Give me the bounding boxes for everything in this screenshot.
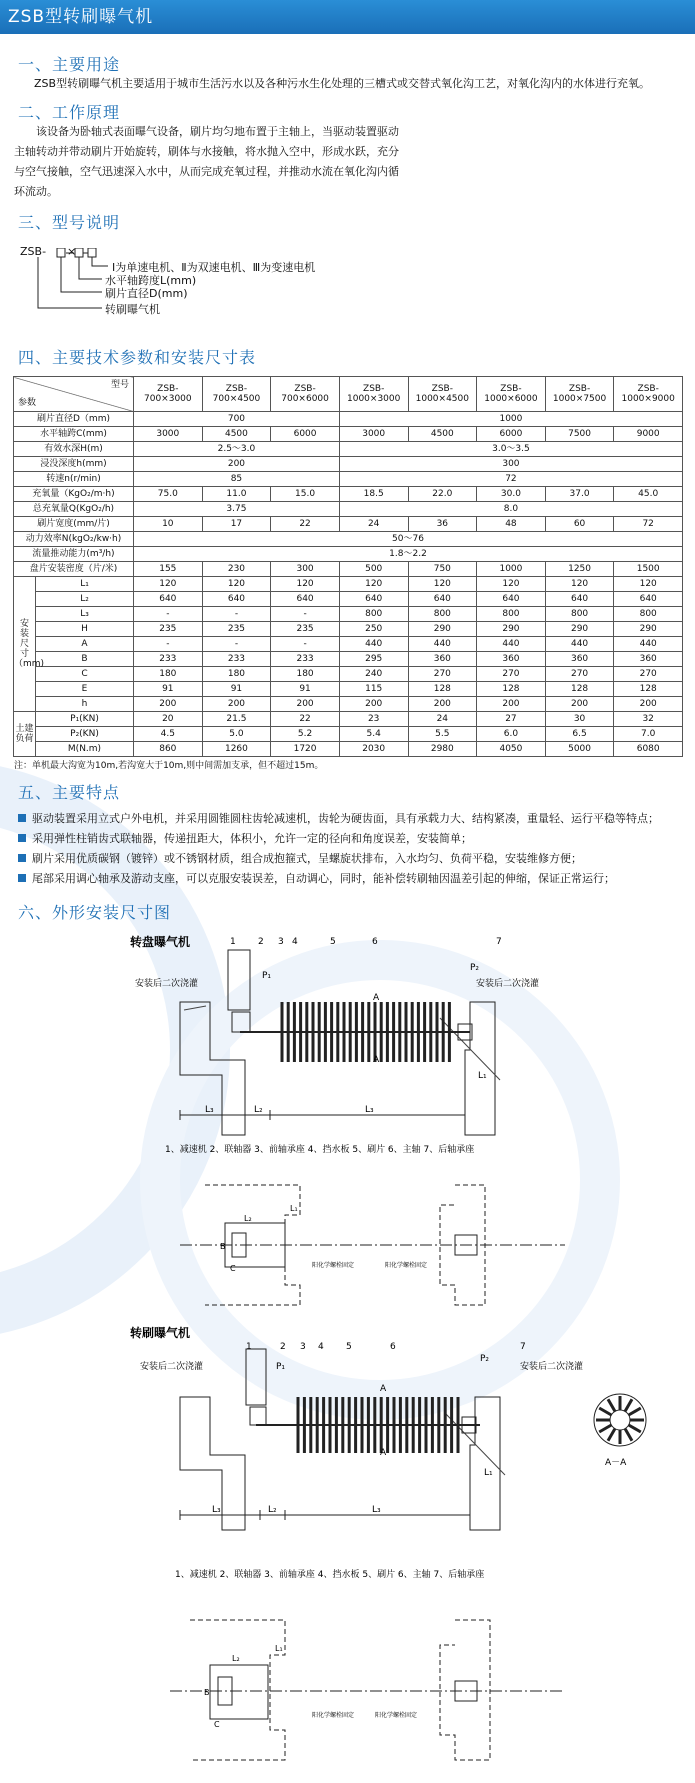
section-spoke xyxy=(599,1408,611,1415)
section-spoke xyxy=(608,1399,615,1411)
plan-dim-c: C xyxy=(230,1264,236,1273)
table-cell: 120 xyxy=(408,577,477,592)
table-cell: 3000 xyxy=(339,427,408,442)
table-cell: 440 xyxy=(339,637,408,652)
part-number: 2 xyxy=(280,1342,286,1352)
table-cell: 24 xyxy=(339,517,408,532)
table-cell: 21.5 xyxy=(202,712,271,727)
table-cell: 800 xyxy=(477,607,546,622)
table-cell: 6080 xyxy=(614,742,683,757)
table-row xyxy=(14,427,683,442)
part-number: 1 xyxy=(246,1342,252,1352)
table-cell: 6000 xyxy=(477,427,546,442)
table-cell: 233 xyxy=(271,652,340,667)
plan-note: 阳化学螺栓固定 xyxy=(312,1712,355,1719)
table-cell: 290 xyxy=(614,622,683,637)
part-number: 6 xyxy=(372,937,378,947)
table-cell: 2.5～3.0 xyxy=(134,442,340,457)
table-cell: 22 xyxy=(271,517,340,532)
part-number: 4 xyxy=(292,937,298,947)
table-cell: 24 xyxy=(408,712,477,727)
table-cell: 233 xyxy=(134,652,203,667)
table-row xyxy=(14,532,683,547)
table-cell: 360 xyxy=(408,652,477,667)
table-cell: 700 xyxy=(134,412,340,427)
table-cell: 1250 xyxy=(545,562,614,577)
table-cell: 290 xyxy=(545,622,614,637)
table-cell: 640 xyxy=(202,592,271,607)
table-group-install: 安 装 尺 寸 （mm) xyxy=(14,577,36,712)
section-aa-label: A－A xyxy=(605,1458,627,1468)
table-cell: 2030 xyxy=(339,742,408,757)
table-cell: 270 xyxy=(614,667,683,682)
table-cell: 640 xyxy=(134,592,203,607)
table-cell: 23 xyxy=(339,712,408,727)
table-cell: 360 xyxy=(545,652,614,667)
plan-note: 阳化学螺栓固定 xyxy=(375,1712,418,1719)
table-cell: 235 xyxy=(202,622,271,637)
table-row xyxy=(14,742,683,757)
table-row-label: 盘片安装密度（片/米) xyxy=(14,562,134,577)
grout-label: 安装后二次浇灌 xyxy=(140,1362,204,1372)
table-row-label: L₃ xyxy=(36,607,134,622)
table-cell: 233 xyxy=(202,652,271,667)
table-cell: 17 xyxy=(202,517,271,532)
table-row-label: 有效水深H(m) xyxy=(14,442,134,457)
table-cell: 1500 xyxy=(614,562,683,577)
table-cell: 128 xyxy=(545,682,614,697)
table-cell: 22 xyxy=(271,712,340,727)
section-spoke xyxy=(629,1425,641,1432)
part-number: 6 xyxy=(390,1342,396,1352)
section-spoke xyxy=(608,1429,615,1441)
plan-dim-l1: L₁ xyxy=(275,1644,283,1653)
table-cell: 640 xyxy=(339,592,408,607)
table-corner-cell xyxy=(14,377,134,412)
table-cell: 200 xyxy=(202,697,271,712)
table-cell: 440 xyxy=(408,637,477,652)
table-cell: - xyxy=(202,607,271,622)
section-heading-principle: 二、工作原理 xyxy=(18,103,121,122)
table-cell: 640 xyxy=(614,592,683,607)
table-cell: 5000 xyxy=(545,742,614,757)
table-row-label: C xyxy=(36,667,134,682)
table-cell: 200 xyxy=(134,457,340,472)
table-cell: 7.0 xyxy=(614,727,683,742)
table-cell: 6.5 xyxy=(545,727,614,742)
table-cell: 3.75 xyxy=(134,502,340,517)
table-cell: 120 xyxy=(134,577,203,592)
principle-text xyxy=(14,122,399,202)
table-cell: 36 xyxy=(408,517,477,532)
table-note: 注：单机最大沟宽为10m,若沟宽大于10m,则中间需加支承，但不超过15m。 xyxy=(14,761,324,771)
table-cell: 235 xyxy=(134,622,203,637)
table-cell: 270 xyxy=(408,667,477,682)
table-cell: 360 xyxy=(614,652,683,667)
table-cell: 5.2 xyxy=(271,727,340,742)
table-cell: 3000 xyxy=(134,427,203,442)
page-header-bar xyxy=(0,0,695,34)
table-cell: 800 xyxy=(614,607,683,622)
grout-label: 安装后二次浇灌 xyxy=(520,1362,584,1372)
part-number: 5 xyxy=(346,1342,352,1352)
table-cell: - xyxy=(271,637,340,652)
table-cell: 295 xyxy=(339,652,408,667)
drawing-brush-plan-view xyxy=(0,1595,695,1775)
table-cell: 440 xyxy=(545,637,614,652)
table-cell: 300 xyxy=(271,562,340,577)
table-cell: 640 xyxy=(545,592,614,607)
table-header-model: ZSB- 1000×9000 xyxy=(614,377,683,412)
table-cell: 15.0 xyxy=(271,487,340,502)
table-cell: 290 xyxy=(408,622,477,637)
table-cell: - xyxy=(134,637,203,652)
table-cell: 48 xyxy=(477,517,546,532)
table-cell: 91 xyxy=(202,682,271,697)
table-cell: 128 xyxy=(408,682,477,697)
principle-line: 该设备为卧轴式表面曝气设备，刷片均匀地布置于主轴上，当驱动装置驱动 xyxy=(36,125,399,138)
table-cell: 7500 xyxy=(545,427,614,442)
drawing-brush-aerator xyxy=(0,1325,695,1583)
plan-dim-l2: L₂ xyxy=(232,1654,240,1663)
table-cell: 440 xyxy=(477,637,546,652)
section-heading-usage: 一、主要用途 xyxy=(18,55,121,74)
table-cell: 120 xyxy=(202,577,271,592)
section-aa-spokes xyxy=(596,1396,644,1444)
table-cell: - xyxy=(271,607,340,622)
label-section-a: A xyxy=(373,993,380,1003)
dim-l3-left: L₃ xyxy=(205,1105,214,1115)
table-cell: 200 xyxy=(614,697,683,712)
usage-text: ZSB型转刷曝气机主要适用于城市生活污水以及各种污水生化处理的三槽式或交替式氧化沟工艺，对氧化沟内的水体进行充氧。 xyxy=(34,77,651,90)
table-cell: 800 xyxy=(408,607,477,622)
model-code-prefix: ZSB- xyxy=(20,245,47,258)
table-cell: 4050 xyxy=(477,742,546,757)
table-cell: 120 xyxy=(271,577,340,592)
table-cell: 250 xyxy=(339,622,408,637)
label-p1: P₁ xyxy=(262,971,272,981)
table-cell: 5.4 xyxy=(339,727,408,742)
table-cell: 1260 xyxy=(202,742,271,757)
section-spoke xyxy=(625,1399,632,1411)
table-cell: 9000 xyxy=(614,427,683,442)
feature-item: 尾部采用调心轴承及游动支座，可以克服安装误差，自动调心，同时，能补偿转刷轴因温差引起的伸缩，保证正常运行； xyxy=(18,872,615,886)
table-cell: 11.0 xyxy=(202,487,271,502)
table-cell: 4.5 xyxy=(134,727,203,742)
table-cell: 50～76 xyxy=(134,532,683,547)
model-code-diagram xyxy=(20,245,360,320)
table-cell: 85 xyxy=(134,472,340,487)
drawing-disc-aerator xyxy=(0,930,695,1158)
table-cell: 180 xyxy=(202,667,271,682)
table-cell: 4500 xyxy=(202,427,271,442)
plan-dim-c: C xyxy=(214,1720,220,1729)
grout-label: 安装后二次浇灌 xyxy=(135,979,199,989)
drawing-title: 转刷曝气机 xyxy=(130,1326,191,1340)
table-row-label: E xyxy=(36,682,134,697)
dim-l1: L₁ xyxy=(478,1071,487,1081)
drawing-title: 转盘曝气机 xyxy=(130,935,191,949)
table-cell: - xyxy=(202,637,271,652)
table-cell: 180 xyxy=(271,667,340,682)
table-cell: 360 xyxy=(477,652,546,667)
label-p2: P₂ xyxy=(480,1354,490,1364)
dim-l3-left: L₃ xyxy=(212,1505,221,1515)
table-cell: 750 xyxy=(408,562,477,577)
table-row xyxy=(14,517,683,532)
table-row xyxy=(14,682,683,697)
table-cell: 6.0 xyxy=(477,727,546,742)
label-section-a: A xyxy=(373,1055,380,1065)
table-cell: 1.8～2.2 xyxy=(134,547,683,562)
table-cell: 115 xyxy=(339,682,408,697)
table-cell: 60 xyxy=(545,517,614,532)
table-row xyxy=(14,622,683,637)
table-cell: 300 xyxy=(339,457,682,472)
table-cell: 270 xyxy=(477,667,546,682)
section-heading-drawings: 六、外形安装尺寸图 xyxy=(18,903,172,922)
table-cell: 10 xyxy=(134,517,203,532)
principle-line: 与空气接触，空气迅速深入水中，从而完成充氧过程，并推动水流在氧化沟内循 xyxy=(14,165,399,178)
table-row xyxy=(14,652,683,667)
table-row-label: A xyxy=(36,637,134,652)
table-cell: 30.0 xyxy=(477,487,546,502)
drawing-disc-plan-view xyxy=(0,1165,695,1315)
table-row-label: P₁(KN) xyxy=(36,712,134,727)
table-row xyxy=(14,457,683,472)
table-cell: 91 xyxy=(271,682,340,697)
table-row xyxy=(14,562,683,577)
bullet-square-icon xyxy=(18,854,26,862)
part-number: 2 xyxy=(258,937,264,947)
table-row xyxy=(14,727,683,742)
table-cell: 155 xyxy=(134,562,203,577)
table-header-model: ZSB- 700×3000 xyxy=(134,377,203,412)
table-cell: 6000 xyxy=(271,427,340,442)
table-header-model: ZSB- 700×4500 xyxy=(202,377,271,412)
table-row-label: H xyxy=(36,622,134,637)
label-section-a: A xyxy=(380,1448,387,1458)
part-number: 7 xyxy=(520,1342,526,1352)
table-row-label: 刷片直径D（mm) xyxy=(14,412,134,427)
table-row-label: 浸没深度h(mm) xyxy=(14,457,134,472)
table-cell: 230 xyxy=(202,562,271,577)
table-cell: 800 xyxy=(339,607,408,622)
bullet-square-icon xyxy=(18,834,26,842)
table-cell: 640 xyxy=(408,592,477,607)
table-row xyxy=(14,667,683,682)
table-header-model: ZSB- 1000×3000 xyxy=(339,377,408,412)
table-cell: 860 xyxy=(134,742,203,757)
table-row xyxy=(14,592,683,607)
table-header-model: ZSB- 1000×4500 xyxy=(408,377,477,412)
table-cell: 200 xyxy=(134,697,203,712)
table-row-label: 转速n(r/min) xyxy=(14,472,134,487)
part-number: 3 xyxy=(278,937,284,947)
model-label-span: 水平轴跨度L(mm) xyxy=(105,274,197,287)
table-row xyxy=(14,412,683,427)
table-row-label: 充氧量（KgO₂/m·h) xyxy=(14,487,134,502)
table-cell: 120 xyxy=(477,577,546,592)
table-cell: 8.0 xyxy=(339,502,682,517)
table-cell: 91 xyxy=(134,682,203,697)
section-heading-model: 三、型号说明 xyxy=(18,213,121,232)
model-label-diameter: 刷片直径D(mm) xyxy=(105,287,188,300)
plan-note: 阳化学螺栓固定 xyxy=(385,1262,428,1269)
table-cell: 5.0 xyxy=(202,727,271,742)
table-header-model: ZSB- 700×6000 xyxy=(271,377,340,412)
table-cell: 72 xyxy=(339,472,682,487)
table-cell: 640 xyxy=(477,592,546,607)
part-number: 3 xyxy=(300,1342,306,1352)
table-cell: 270 xyxy=(545,667,614,682)
table-cell: 1000 xyxy=(339,412,682,427)
plan-dim-l1: L₁ xyxy=(290,1204,298,1213)
page-title: ZSB型转刷曝气机 xyxy=(8,7,154,27)
part-number: 1 xyxy=(230,937,236,947)
table-header-model: ZSB- 1000×7500 xyxy=(545,377,614,412)
table-row-label: 水平轴跨C(mm) xyxy=(14,427,134,442)
bullet-square-icon xyxy=(18,814,26,822)
table-row xyxy=(14,442,683,457)
table-row xyxy=(14,472,683,487)
table-cell: 120 xyxy=(339,577,408,592)
grout-label: 安装后二次浇灌 xyxy=(476,979,540,989)
part-number: 4 xyxy=(318,1342,324,1352)
corner-label-model: 型号 xyxy=(110,380,129,390)
table-row-label: 流量推动能力(m³/h) xyxy=(14,547,134,562)
table-group-load: 土建 负荷 xyxy=(14,712,36,757)
dim-l3: L₃ xyxy=(365,1105,374,1115)
plan-dim-l2: L₂ xyxy=(244,1214,252,1223)
table-row xyxy=(14,577,683,592)
table-row-label: L₂ xyxy=(36,592,134,607)
table-cell: 1720 xyxy=(271,742,340,757)
table-row xyxy=(14,697,683,712)
table-cell: 200 xyxy=(271,697,340,712)
table-header-model: ZSB- 1000×6000 xyxy=(477,377,546,412)
plan-dim-b: B xyxy=(204,1688,210,1697)
table-row-label: P₂(KN) xyxy=(36,727,134,742)
dim-l2: L₂ xyxy=(254,1105,263,1115)
table-cell: 290 xyxy=(477,622,546,637)
table-row-label: M(N.m) xyxy=(36,742,134,757)
table-cell: 2980 xyxy=(408,742,477,757)
table-cell: 120 xyxy=(545,577,614,592)
section-spoke xyxy=(599,1425,611,1432)
plan-dim-b: B xyxy=(220,1242,226,1251)
table-cell: 18.5 xyxy=(339,487,408,502)
label-section-a: A xyxy=(380,1384,387,1394)
table-row-label: h xyxy=(36,697,134,712)
table-cell: 200 xyxy=(339,697,408,712)
table-row xyxy=(14,712,683,727)
table-cell: 200 xyxy=(408,697,477,712)
corner-label-param: 参数 xyxy=(18,398,37,408)
table-header-row xyxy=(14,377,683,412)
table-cell: 1000 xyxy=(477,562,546,577)
table-cell: 440 xyxy=(614,637,683,652)
model-label-motor: Ⅰ为单速电机、Ⅱ为双速电机、Ⅲ为变速电机 xyxy=(112,261,316,274)
table-cell: 4500 xyxy=(408,427,477,442)
section-spoke xyxy=(629,1408,641,1415)
table-cell: 500 xyxy=(339,562,408,577)
table-cell: - xyxy=(134,607,203,622)
model-code-times: × xyxy=(67,245,77,258)
table-cell: 128 xyxy=(614,682,683,697)
section-heading-features: 五、主要特点 xyxy=(18,783,121,802)
table-row xyxy=(14,547,683,562)
table-cell: 72 xyxy=(614,517,683,532)
feature-item: 采用弹性柱销齿式联轴器，传递扭距大，体积小，允许一定的径向和角度误差，安装简单； xyxy=(18,832,472,846)
table-cell: 200 xyxy=(545,697,614,712)
table-cell: 180 xyxy=(134,667,203,682)
part-number: 7 xyxy=(496,937,502,947)
table-row xyxy=(14,637,683,652)
spec-table xyxy=(13,376,683,757)
label-p1: P₁ xyxy=(276,1362,286,1372)
feature-item: 刷片采用优质碳钢（镀锌）或不锈钢材质，组合成抱箍式，呈螺旋状排布，入水均匀、负荷平稳，安装维修方便； xyxy=(18,852,582,866)
dim-l3: L₃ xyxy=(372,1505,381,1515)
label-p2: P₂ xyxy=(470,963,480,973)
model-label-type: 转刷曝气机 xyxy=(105,303,160,316)
table-cell: 45.0 xyxy=(614,487,683,502)
plan-note: 阳化学螺栓固定 xyxy=(312,1262,355,1269)
section-heading-specs: 四、主要技术参数和安装尺寸表 xyxy=(18,348,257,367)
table-cell: 200 xyxy=(477,697,546,712)
table-cell: 32 xyxy=(614,712,683,727)
table-cell: 3.0～3.5 xyxy=(339,442,682,457)
drawing-caption: 1、减速机 2、联轴器 3、前轴承座 4、挡水板 5、刷片 6、主轴 7、后轴承座 xyxy=(175,1570,485,1580)
table-row-label: B xyxy=(36,652,134,667)
table-cell: 27 xyxy=(477,712,546,727)
principle-line: 环流动。 xyxy=(14,185,58,198)
table-cell: 22.0 xyxy=(408,487,477,502)
table-cell: 235 xyxy=(271,622,340,637)
table-cell: 800 xyxy=(545,607,614,622)
feature-item: 驱动装置采用立式户外电机，并采用圆锥圆柱齿轮减速机，齿轮为硬齿面，具有承载力大、结构紧凑，重量轻、运行平稳等特点； xyxy=(18,812,659,826)
table-cell: 30 xyxy=(545,712,614,727)
principle-line: 主轴转动并带动刷片开始旋转，刷体与水接触，将水抛入空中，形成水跃，充分 xyxy=(14,145,399,158)
table-cell: 240 xyxy=(339,667,408,682)
table-cell: 75.0 xyxy=(134,487,203,502)
table-row xyxy=(14,607,683,622)
dim-l1: L₁ xyxy=(484,1468,493,1478)
table-cell: 128 xyxy=(477,682,546,697)
part-number: 5 xyxy=(330,937,336,947)
table-cell: 640 xyxy=(271,592,340,607)
table-cell: 120 xyxy=(614,577,683,592)
table-row-label: 刷片宽度(mm/片) xyxy=(14,517,134,532)
table-cell: 5.5 xyxy=(408,727,477,742)
table-row-label: 总充氧量Q(KgO₂/h) xyxy=(14,502,134,517)
table-row xyxy=(14,502,683,517)
bullet-square-icon xyxy=(18,874,26,882)
drawing-caption: 1、减速机 2、联轴器 3、前轴承座 4、挡水板 5、刷片 6、主轴 7、后轴承座 xyxy=(165,1145,475,1155)
section-spoke xyxy=(625,1429,632,1441)
dim-l2: L₂ xyxy=(268,1505,277,1515)
table-cell: 37.0 xyxy=(545,487,614,502)
table-row-label: 动力效率N(kgO₂/kw·h) xyxy=(14,532,134,547)
table-cell: 20 xyxy=(134,712,203,727)
table-row xyxy=(14,487,683,502)
table-row-label: L₁ xyxy=(36,577,134,592)
